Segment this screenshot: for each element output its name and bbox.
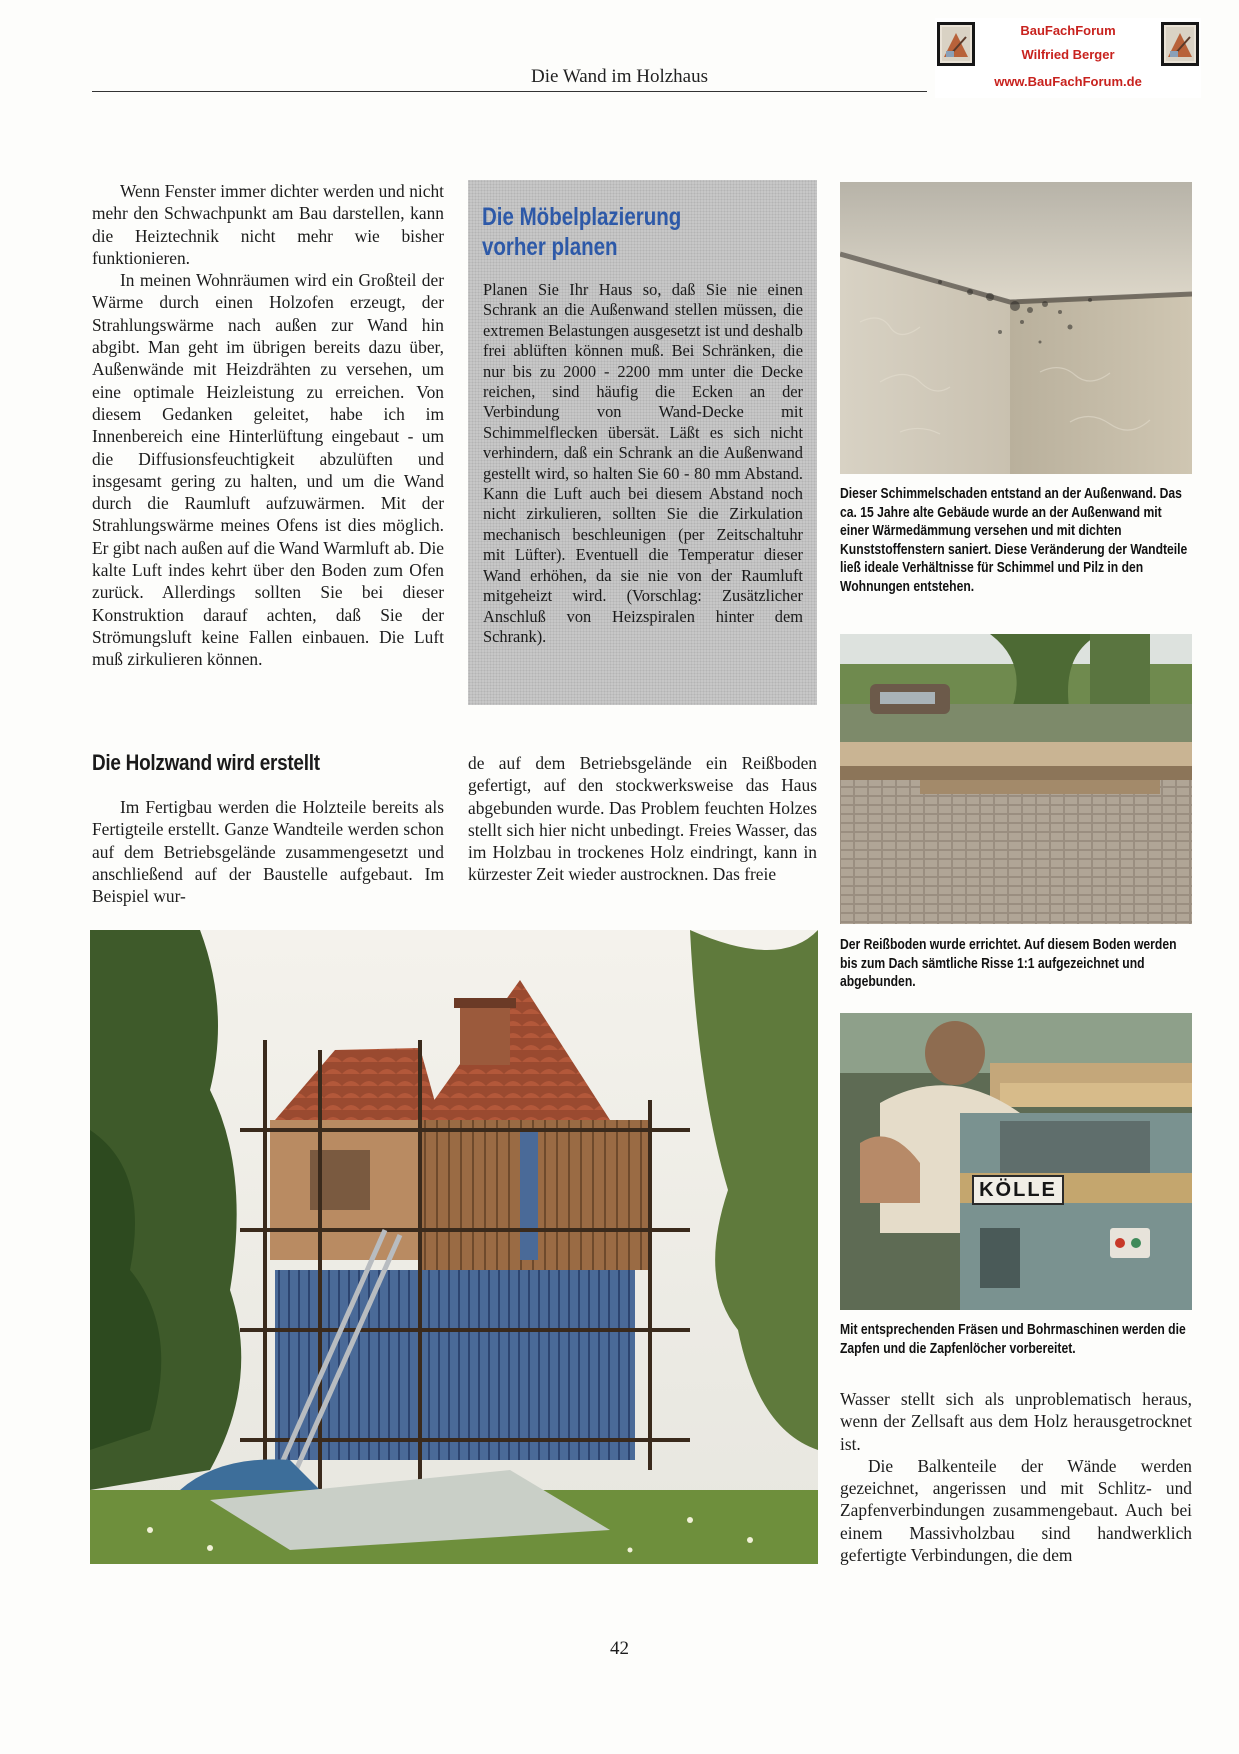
paragraph: Wenn Fenster immer dichter werden und nicht mehr den Schwachpunkt am Bau darstellen, kann die Heiztechnik nicht mehr wie bisher funktionieren. xyxy=(92,181,444,268)
paragraph: Wasser stellt sich als unproblematisch heraus, wenn der Zellsaft aus dem Holz herausgetrocknet ist. xyxy=(840,1389,1192,1454)
machine-brand-label: KÖLLE xyxy=(972,1175,1064,1205)
paragraph: Die Balkenteile der Wände werden gezeichnet, angerissen und mit Schlitz- und Zapfenverbindungen zusammengebaut. Auch bei einem Massivholzbau sind handwerklich gefertigte Verbindungen, die dem xyxy=(840,1455,1192,1566)
info-box-title-line: Die Möbelplazierung xyxy=(482,203,682,231)
layout-floor-photo xyxy=(840,634,1192,924)
header-rule xyxy=(92,91,927,92)
paragraph: In meinen Wohnräumen wird ein Großteil der Wärme durch einen Holzofen erzeugt, der Strahlungswärme nach außen zur Wand hin abgibt. Man geht im übrigen bereits dazu über, Außenwände mit Heizdrähten zu versehen, um eine optimale Heizleistung zu erreichen. Von diesem Gedanken geleitet, habe ich im Innenbereich eine Hinterlüftung eingebaut - um die Diffusionsfeuchtigkeit abzulüften und insgesamt gering zu halten, und um die Wand durch die Raumluft aufzuwärmen. Mit der Strahlungswärme meines Ofens ist dies möglich. Er gibt nach außen auf die Wand Warmluft ab. Die kalte Luft indes kehrt über den Boden zum Ofen zurück. Allerdings sollten Sie bei dieser Konstruktion darauf achten, daß Sie der Strömungsluft keine Fallen einbauen. Die Luft muß zirkulieren können. xyxy=(92,270,444,670)
logo-emblem-icon xyxy=(937,22,975,66)
logo-url: www.BauFachForum.de xyxy=(994,74,1142,89)
left-column-text xyxy=(92,180,444,671)
logo-emblem-icon xyxy=(1161,22,1199,66)
info-box xyxy=(468,180,817,705)
info-box-text: Planen Sie Ihr Haus so, daß Sie nie einen Schrank an die Außenwand stellen müssen, die extremen Belastungen ausgesetzt ist und deshalb frei ablüften können muß. Bei Schränken, die nur bis zu 2000 - 2200 mm unter die Decke reichen, sind häufig die Ecken an der Verbindung von Wand-Decke mit Schimmelflecken übersät. Läßt es sich nicht verhindern, daß ein Schrank an die Außenwand gestellt wird, so halten Sie 60 - 80 mm Abstand. Kann die Luft auch bei diesem Abstand noch nicht zirkulieren, sollten Sie die Zirkulation mechanisch beschleunigen (per Zeitschaltuhr mit Lüfter). Eventuell die Temperatur dieser Wand erhöhen, da sie nie von der Raumluft mitgeheizt wird. (Vorschlag: Zusätzlicher Anschluß von Heizspiralen hinter dem Schrank). xyxy=(483,280,803,646)
section-heading: Die Holzwand wird erstellt xyxy=(92,750,320,775)
house-construction-photo xyxy=(90,930,818,1564)
right-column-text xyxy=(840,1388,1192,1566)
paragraph: Im Fertigbau werden die Holzteile bereits als Fertigteile erstellt. Ganze Wandteile werden schon auf dem Betriebsgelände zusammengesetzt und anschließend auf der Baustelle aufgebaut. Im Beispiel wur- xyxy=(92,797,444,907)
logo-line-2: Wilfried Berger xyxy=(1021,47,1115,62)
paragraph: de auf dem Betriebsgelände ein Reißboden gefertigt, auf den stockwerksweise das Haus abgebunden wurde. Das Problem feuchten Holzes stellt sich hier nicht unbedingt. Freies Wasser, das im Holzbau in trockenes Holz eindringt, kann in kürzester Zeit wieder austrocknen. Das freie xyxy=(468,753,817,885)
machine-photo-caption: Mit entsprechenden Fräsen und Bohrmaschinen werden die Zapfen und die Zapfenlöcher vorbereitet. xyxy=(840,1322,1186,1357)
mold-damage-photo xyxy=(840,182,1192,474)
logo-line-1: BauFachForum xyxy=(1020,23,1116,38)
section-left-text xyxy=(92,796,444,907)
running-title: Die Wand im Holzhaus xyxy=(530,66,708,87)
mold-photo-caption: Dieser Schimmelschaden entstand an der Außenwand. Das ca. 15 Jahre alte Gebäude wurde an der Außenwand mit einer Wärmedämmung versehen und mit dichten Kunststoffenstern saniert. Diese Veränderung der Wandteile ließ ideale Verhältnisse für Schimmel und Pilz in den Wohnungen entstehen. xyxy=(840,486,1188,595)
info-box-title xyxy=(482,202,761,262)
milling-machine-photo xyxy=(840,1013,1192,1310)
page-number: 42 xyxy=(610,1638,629,1659)
info-box-title-line: vorher planen xyxy=(482,233,618,261)
section-middle-text xyxy=(468,752,817,886)
baufachforum-logo xyxy=(935,18,1201,98)
floor-photo-caption: Der Reißboden wurde errichtet. Auf diesem Boden werden bis zum Dach sämtliche Risse 1:1 aufgezeichnet und abgebunden. xyxy=(840,937,1177,990)
